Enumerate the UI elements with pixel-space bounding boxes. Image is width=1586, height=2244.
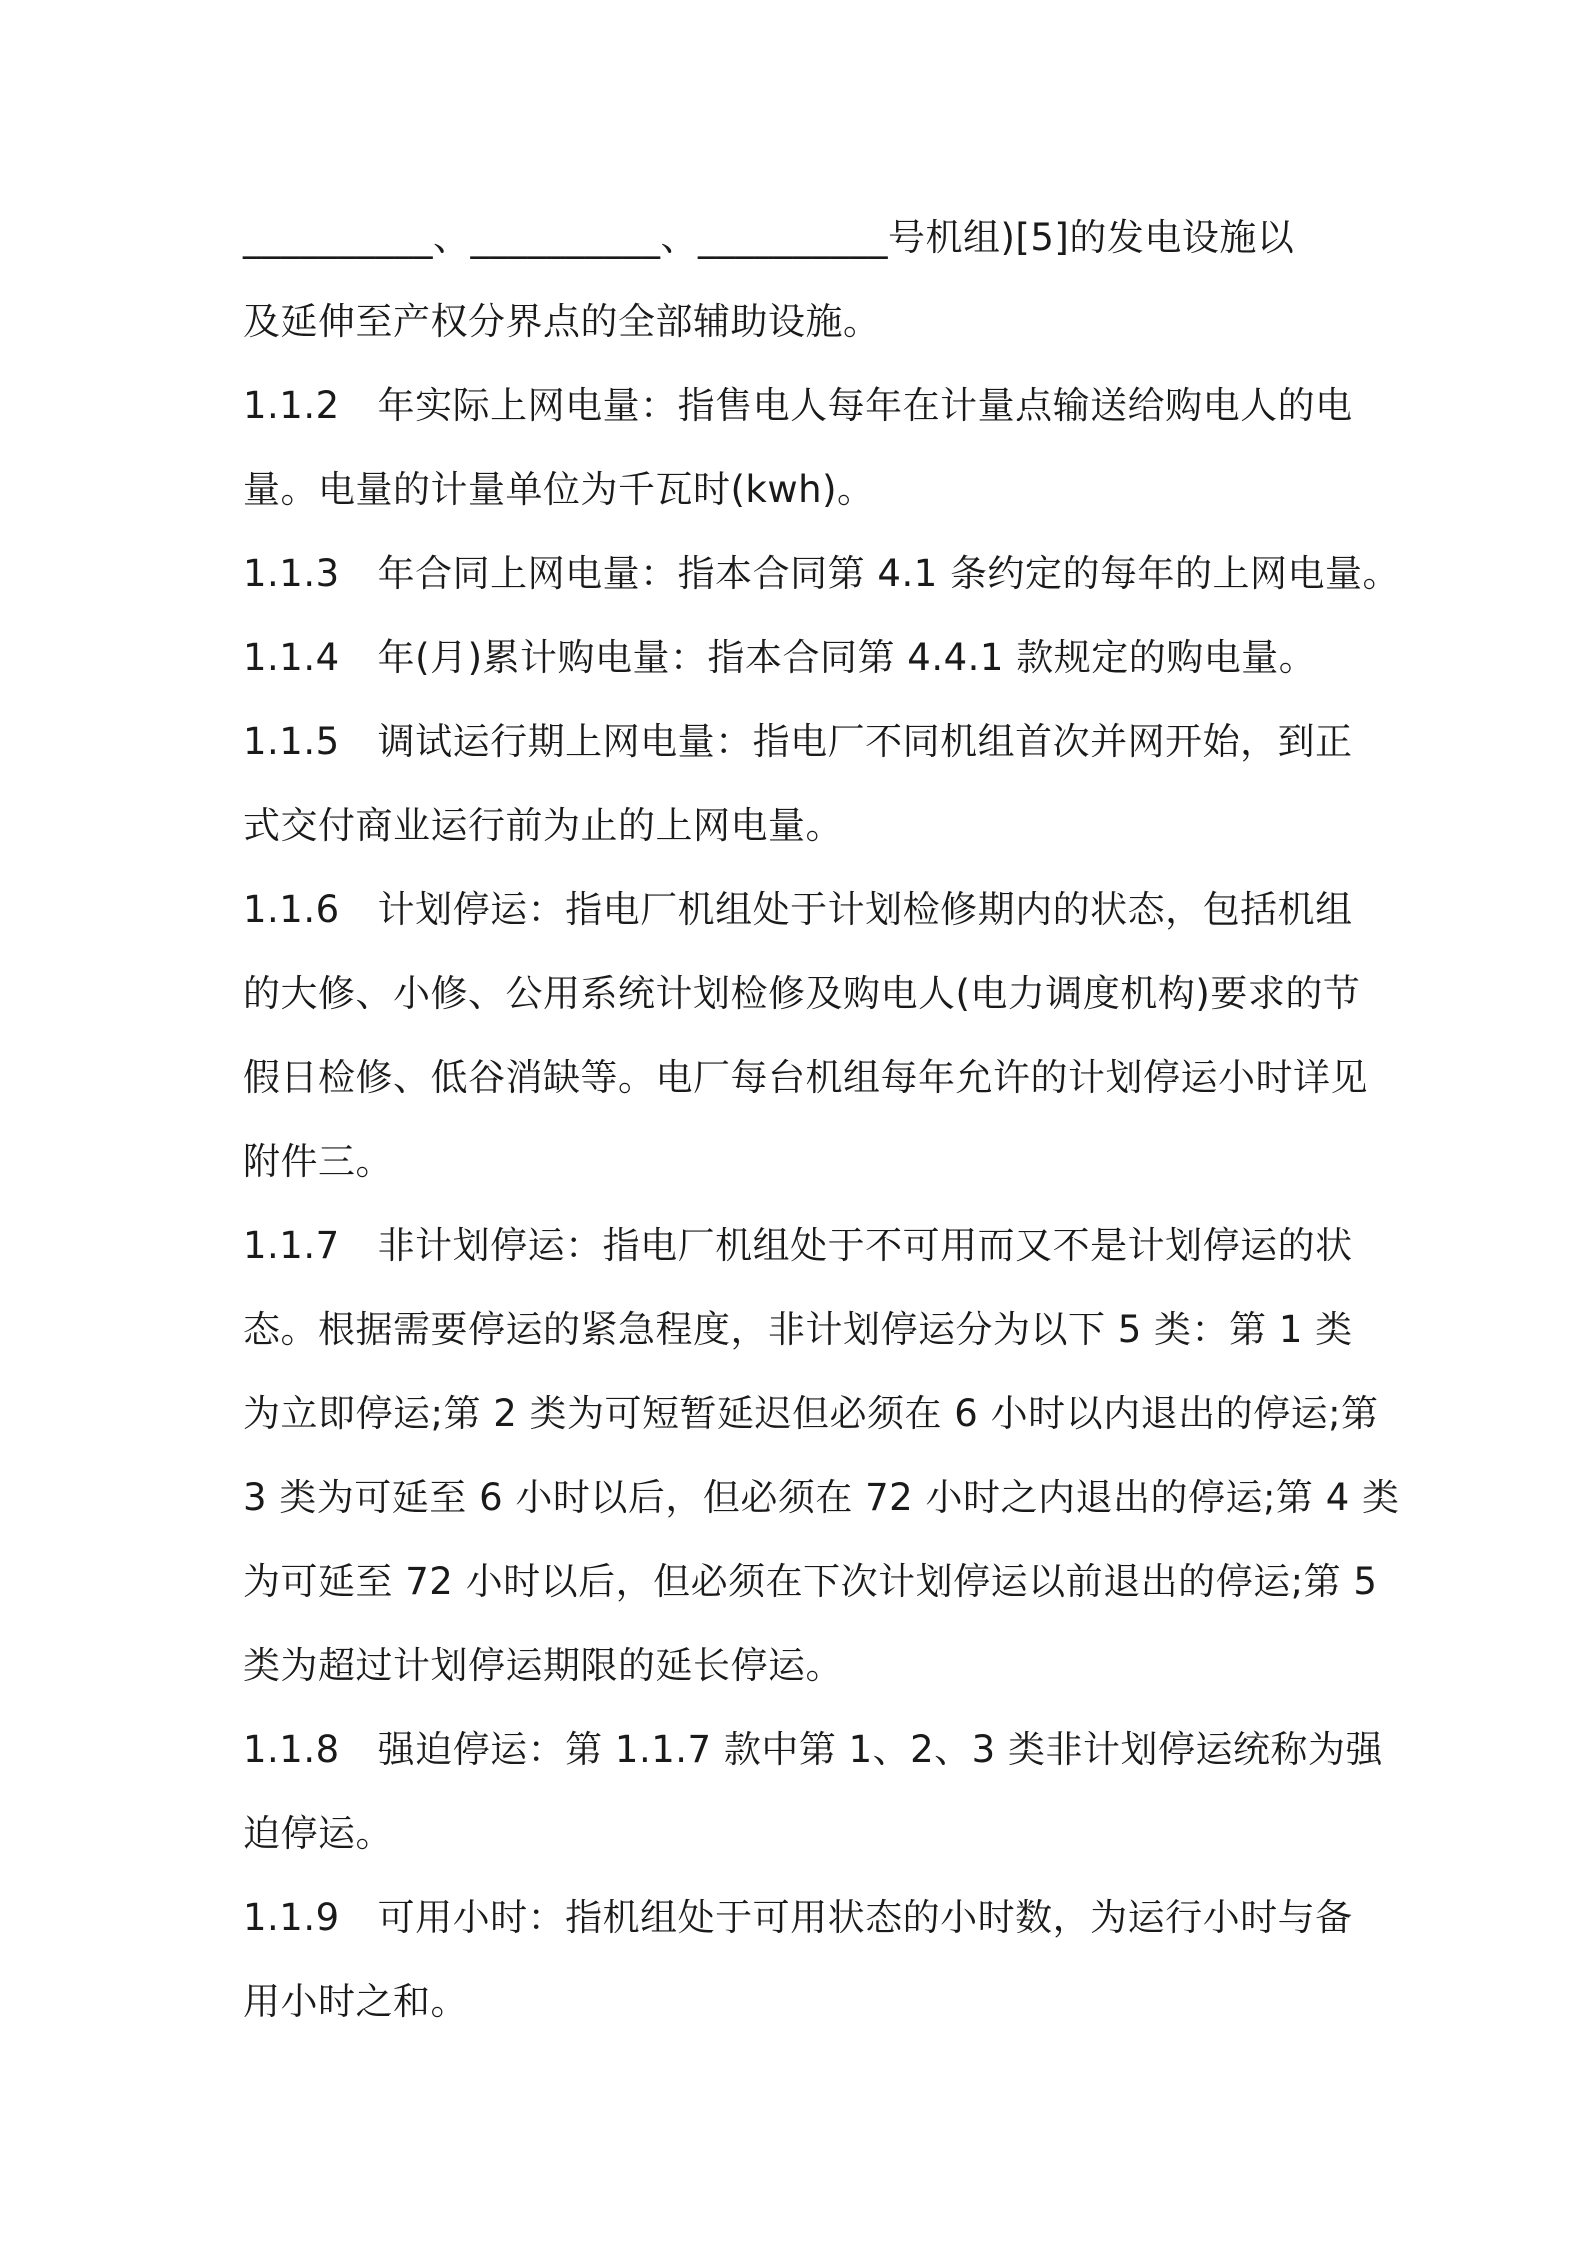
text-line — [243, 1708, 1383, 1792]
clause-number: 1.1.7 — [243, 1224, 340, 1267]
text-line — [243, 532, 1401, 616]
clause-text: 非计划停运：指电厂机组处于不可用而又不是计划停运的状 — [377, 1224, 1353, 1267]
text-line: 用小时之和。 — [243, 1980, 468, 2023]
text-line — [243, 700, 1373, 784]
clause-text: 强迫停运：第 1.1.7 款中第 1、2、3 类非计划停运统称为强 — [377, 1728, 1383, 1771]
text-line — [243, 364, 1373, 448]
document-body — [243, 196, 1401, 2044]
text-line: 类为超过计划停运期限的延长停运。 — [243, 1644, 843, 1687]
clause-number: 1.1.9 — [243, 1896, 340, 1939]
text-line: 假日检修、低谷消缺等。电厂每台机组每年允许的计划停运小时详见 — [243, 1056, 1368, 1099]
clause-text: 年实际上网电量：指售电人每年在计量点输送给购电人的电 — [377, 384, 1353, 427]
text-line: 3 类为可延至 6 小时以后，但必须在 72 小时之内退出的停运;第 4 类 — [243, 1476, 1400, 1519]
text-line — [243, 1876, 1373, 1960]
clause-number: 1.1.6 — [243, 888, 340, 931]
text-line — [243, 1204, 1373, 1288]
text-line: 态。根据需要停运的紧急程度，非计划停运分为以下 5 类：第 1 类 — [243, 1308, 1353, 1351]
text-line: 式交付商业运行前为止的上网电量。 — [243, 804, 843, 847]
text-line: 及延伸至产权分界点的全部辅助设施。 — [243, 300, 881, 343]
clause-text: 可用小时：指机组处于可用状态的小时数，为运行小时与备 — [377, 1896, 1353, 1939]
text-line: 为立即停运;第 2 类为可短暂延迟但必须在 6 小时以内退出的停运;第 — [243, 1392, 1379, 1435]
text-line — [243, 616, 1373, 700]
text-line: 附件三。 — [243, 1140, 393, 1183]
text-line: 量。电量的计量单位为千瓦时(kwh)。 — [243, 468, 875, 511]
clause-text: 计划停运：指电厂机组处于计划检修期内的状态，包括机组 — [377, 888, 1353, 931]
text-line: 的大修、小修、公用系统计划检修及购电人(电力调度机构)要求的节 — [243, 972, 1361, 1015]
clause-number: 1.1.2 — [243, 384, 340, 427]
clause-number: 1.1.4 — [243, 636, 340, 679]
clause-number: 1.1.8 — [243, 1728, 340, 1771]
clause-text: 调试运行期上网电量：指电厂不同机组首次并网开始，到正 — [377, 720, 1353, 763]
text-line — [243, 868, 1373, 952]
clause-number: 1.1.5 — [243, 720, 340, 763]
clause-text: 年合同上网电量：指本合同第 4.1 条约定的每年的上网电量。 — [377, 552, 1401, 595]
text-line: 为可延至 72 小时以后，但必须在下次计划停运以前退出的停运;第 5 — [243, 1560, 1378, 1603]
clause-text: 年(月)累计购电量：指本合同第 4.4.1 款规定的购电量。 — [377, 636, 1317, 679]
text-line: 迫停运。 — [243, 1812, 393, 1855]
clause-number: 1.1.3 — [243, 552, 340, 595]
text-line: __________、__________、__________号机组)[5]的发电设施以 — [243, 216, 1295, 259]
